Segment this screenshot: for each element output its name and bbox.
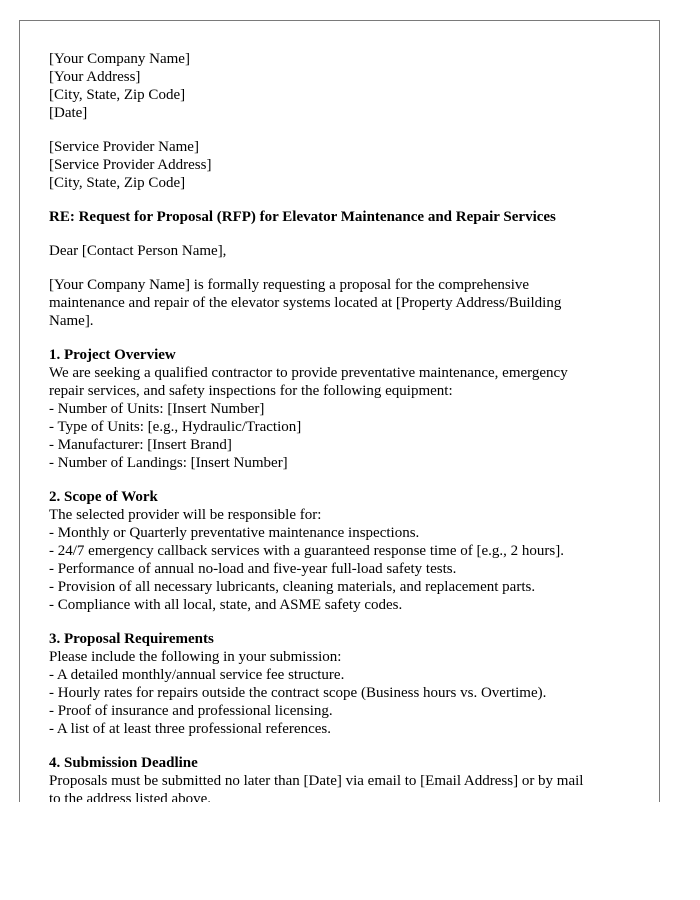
- list-item: - Hourly rates for repairs outside the contract scope (Business hours vs. Overtime).: [49, 685, 547, 701]
- list-item: - Provision of all necessary lubricants, cleaning materials, and replacement parts.: [49, 579, 536, 595]
- section-text: Please include the following in your submission:: [49, 649, 342, 665]
- list-item: - A detailed monthly/annual service fee structure.: [49, 667, 345, 683]
- sender-block: [49, 50, 639, 122]
- list-item: - Proof of insurance and professional licensing.: [49, 703, 333, 719]
- spacer: [49, 330, 639, 346]
- list-item: - A list of at least three professional references.: [49, 721, 331, 737]
- recipient-address: [Service Provider Address]: [49, 157, 212, 173]
- section-proposal-requirements: [49, 630, 639, 738]
- sender-address: [Your Address]: [49, 69, 141, 85]
- sender-city: [City, State, Zip Code]: [49, 87, 186, 103]
- section-heading: 3. Proposal Requirements: [49, 631, 214, 647]
- section-heading: 2. Scope of Work: [49, 489, 158, 505]
- list-item: - Number of Landings: [Insert Number]: [49, 455, 288, 471]
- spacer: [49, 192, 639, 208]
- spacer: [49, 122, 639, 138]
- spacer: [49, 260, 639, 276]
- letter-date: [Date]: [49, 105, 88, 121]
- section-text: repair services, and safety inspections for the following equipment:: [49, 383, 453, 399]
- list-item: - Monthly or Quarterly preventative maintenance inspections.: [49, 525, 420, 541]
- list-item: - Performance of annual no-load and five-year full-load safety tests.: [49, 561, 457, 577]
- section-project-overview: [49, 346, 639, 472]
- letter-body: [49, 50, 639, 802]
- section-heading: 4. Submission Deadline: [49, 755, 198, 771]
- subject-line: RE: Request for Proposal (RFP) for Elevator Maintenance and Repair Services: [49, 209, 556, 225]
- section-text: The selected provider will be responsible for:: [49, 507, 322, 523]
- recipient-name: [Service Provider Name]: [49, 139, 199, 155]
- list-item: - Manufacturer: [Insert Brand]: [49, 437, 232, 453]
- intro-line: Name].: [49, 313, 94, 329]
- section-text: Proposals must be submitted no later than [Date] via email to [Email Address] or by mail: [49, 773, 584, 789]
- section-submission-deadline: [49, 754, 639, 802]
- list-item: - Type of Units: [e.g., Hydraulic/Traction]: [49, 419, 302, 435]
- recipient-block: [49, 138, 639, 192]
- spacer: [49, 226, 639, 242]
- salutation: Dear [Contact Person Name],: [49, 243, 227, 259]
- list-item: - Number of Units: [Insert Number]: [49, 401, 265, 417]
- spacer: [49, 614, 639, 630]
- list-item: - 24/7 emergency callback services with a guaranteed response time of [e.g., 2 hours].: [49, 543, 564, 559]
- intro-paragraph: [49, 276, 639, 330]
- sender-company: [Your Company Name]: [49, 51, 190, 67]
- intro-line: [Your Company Name] is formally requesting a proposal for the comprehensive: [49, 277, 530, 293]
- spacer: [49, 738, 639, 754]
- spacer: [49, 472, 639, 488]
- intro-line: maintenance and repair of the elevator systems located at [Property Address/Building: [49, 295, 562, 311]
- section-text: to the address listed above.: [49, 791, 212, 802]
- letter-page: [19, 20, 660, 802]
- section-heading: 1. Project Overview: [49, 347, 176, 363]
- section-text: We are seeking a qualified contractor to provide preventative maintenance, emergency: [49, 365, 568, 381]
- list-item: - Compliance with all local, state, and ASME safety codes.: [49, 597, 403, 613]
- recipient-city: [City, State, Zip Code]: [49, 175, 186, 191]
- section-scope-of-work: [49, 488, 639, 614]
